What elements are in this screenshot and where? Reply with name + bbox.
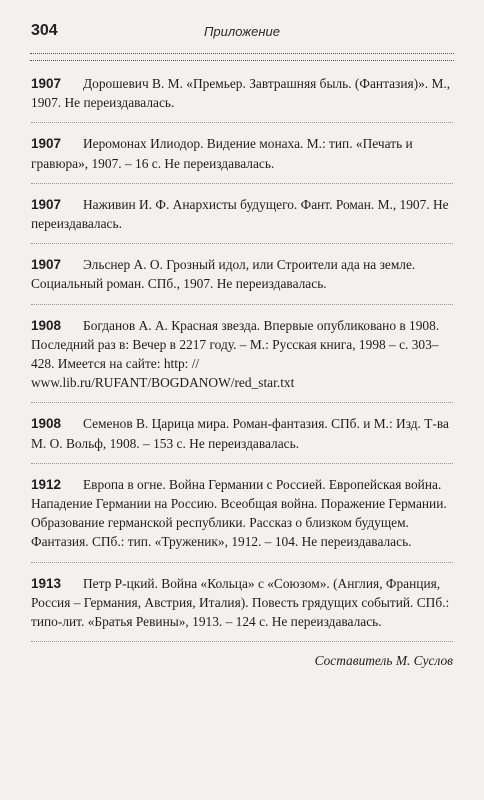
bibliography-entry bbox=[31, 414, 453, 463]
entry-year: 1907 bbox=[31, 76, 62, 91]
entry-divider bbox=[31, 183, 453, 184]
entry-text: Наживин И. Ф. Анархисты будущего. Фант. Роман. М., 1907. Не переиздавалась. bbox=[31, 196, 449, 232]
bibliography-list bbox=[31, 74, 453, 669]
entry-text: Эльснер А. О. Грозный идол, или Строители ада на земле. Социальный роман. СПб., 1907. Не переиздавалась. bbox=[31, 257, 416, 292]
entry-divider bbox=[31, 402, 453, 403]
entry-text: Европа в огне. Война Германии с Россией. Европейская война. Нападение Германии на Россию. Всеобщая война. Поражение Германии. Образование германской республики. Рассказ о близком будущем. Фантазия. СПб.: тип. «Труженик», 1912. – 104. Не переиздавалась. bbox=[31, 476, 447, 550]
running-title: Приложение bbox=[204, 24, 280, 39]
entry-year: 1907 bbox=[31, 257, 62, 273]
entry-year: 1907 bbox=[31, 136, 62, 152]
bibliography-entry bbox=[31, 574, 453, 643]
entry-year: 1912 bbox=[31, 476, 62, 492]
header-rule bbox=[30, 53, 454, 61]
entry-text: Богданов А. А. Красная звезда. Впервые опубликовано в 1908. Последний раз в: Вечер в 2217 году. – М.: Русская книга, 1998 – с. 303–428. Имеется на сайте: http: // www.lib.ru/RUFANT/BOGDANOW/red_star.txt bbox=[31, 317, 440, 391]
entry-divider bbox=[31, 562, 453, 563]
entry-text: Иеромонах Илиодор. Видение монаха. М.: тип. «Печать и гравюра», 1907. – 16 с. Не переиздавалась. bbox=[31, 136, 413, 171]
bibliography-entry bbox=[31, 74, 453, 123]
compiler-signature: Составитель М. Суслов bbox=[314, 653, 453, 669]
bibliography-entry bbox=[31, 195, 453, 244]
entry-divider bbox=[31, 122, 453, 123]
entry-divider bbox=[31, 304, 453, 305]
bibliography-entry bbox=[31, 316, 453, 404]
entry-divider bbox=[31, 243, 453, 244]
entry-text: Петр Р-цкий. Война «Кольца» с «Союзом». (Англия, Франция, Россия – Германия, Австрия, Италия). Повесть грядущих событий. СПб.: типо-лит. «Братья Ревины», 1913. – 124 с. Не переиздавалась. bbox=[31, 575, 450, 630]
entry-text: Семенов В. Царица мира. Роман-фантазия. СПб. и М.: Изд. Т-ва М. О. Вольф, 1908. – 153 с. Не переиздавалась. bbox=[31, 416, 449, 451]
entry-year: 1907 bbox=[31, 196, 62, 212]
entry-year: 1908 bbox=[31, 317, 62, 333]
bibliography-entry bbox=[31, 255, 453, 304]
entry-year: 1908 bbox=[31, 416, 62, 432]
page-header bbox=[31, 20, 453, 44]
entry-divider bbox=[31, 641, 453, 642]
bibliography-entry bbox=[31, 475, 453, 563]
entry-text: Дорошевич В. М. «Премьер. Завтрашняя быль. (Фантазия)». М., 1907. Не переиздавалась. bbox=[31, 76, 451, 111]
bibliography-entry bbox=[31, 134, 453, 183]
page-number: 304 bbox=[31, 22, 58, 39]
entry-year: 1913 bbox=[31, 575, 62, 591]
entry-divider bbox=[31, 463, 453, 464]
